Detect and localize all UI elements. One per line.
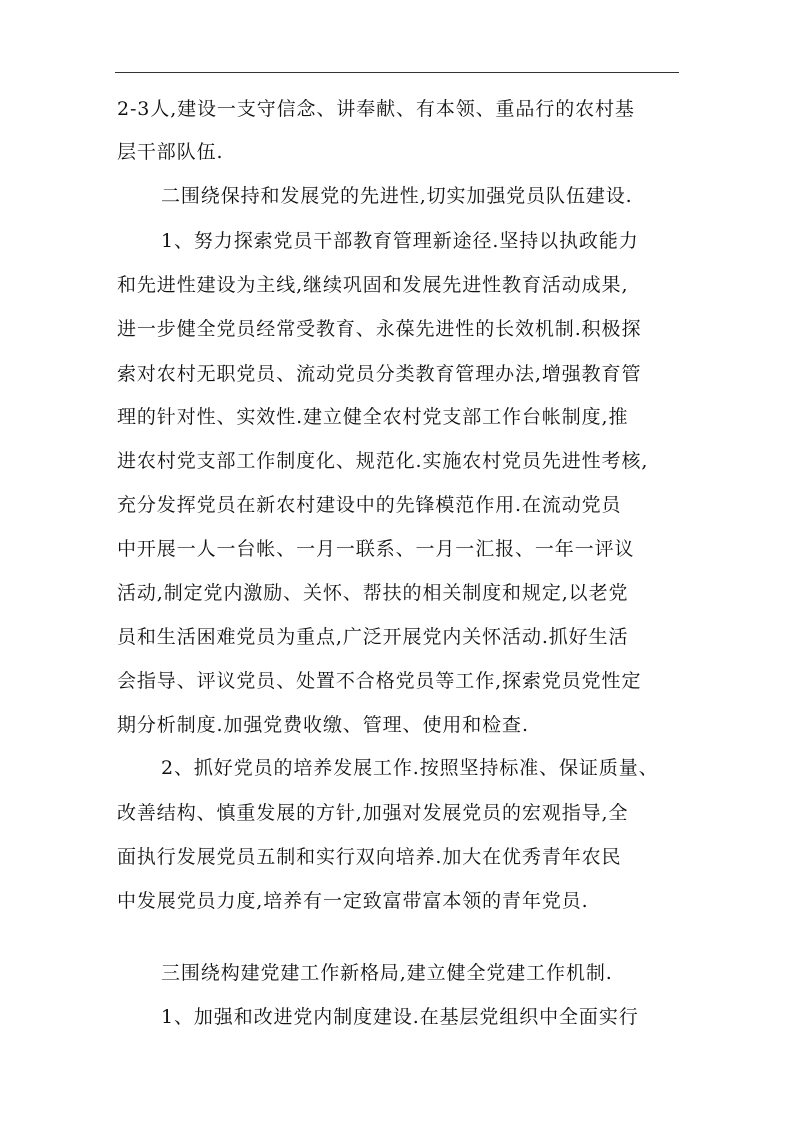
text-line: 会指导、评议党员、处置不合格党员等工作,探索党员党性定 [117, 670, 642, 692]
text-line: 索对农村无职党员、流动党员分类教育管理办法,增强教育管 [117, 363, 642, 385]
text-line: 员和生活困难党员为重点,广泛开展党内关怀活动.抓好生活 [117, 626, 629, 648]
text-line: 理的针对性、实效性.建立健全农村党支部工作台帐制度,推 [117, 406, 629, 428]
paragraph-start: 1、加强和改进党内制度建设.在基层党组织中全面实行 [161, 1006, 639, 1028]
text-line: 改善结构、慎重发展的方针,加强对发展党员的宏观指导,全 [117, 802, 629, 824]
text-line: 层干部队伍. [117, 141, 224, 163]
text-line: 活动,制定党内激励、关怀、帮扶的相关制度和规定,以老党 [117, 582, 629, 604]
text-line: 期分析制度.加强党费收缴、管理、使用和检查. [117, 714, 529, 736]
text-line: 中发展党员力度,培养有一定致富带富本领的青年党员. [117, 890, 589, 912]
text-line: 和先进性建设为主线,继续巩固和发展先进性教育活动成果, [117, 274, 629, 296]
section-heading: 三围绕构建党建工作新格局,建立健全党建工作机制. [161, 962, 613, 984]
text-line: 进一步健全党员经常受教育、永葆先进性的长效机制.积极探 [117, 318, 642, 340]
paragraph-start: 1、努力探索党员干部教育管理新途径.坚持以执政能力 [161, 230, 639, 252]
section-heading: 二围绕保持和发展党的先进性,切实加强党员队伍建设. [161, 185, 633, 207]
text-line: 充分发挥党员在新农村建设中的先锋模范作用.在流动党员 [117, 494, 622, 516]
text-line: 中开展一人一台帐、一月一联系、一月一汇报、一年一评议 [117, 538, 635, 560]
text-line: 2-3人,建设一支守信念、讲奉献、有本领、重品行的农村基 [117, 98, 635, 120]
text-line: 进农村党支部工作制度化、规范化.实施农村党员先进性考核, [117, 450, 649, 472]
paragraph-start: 2、抓好党员的培养发展工作.按照坚持标准、保证质量、 [161, 757, 659, 779]
text-line: 面执行发展党员五制和实行双向培养.加大在优秀青年农民 [117, 846, 622, 868]
header-rule [115, 72, 679, 73]
